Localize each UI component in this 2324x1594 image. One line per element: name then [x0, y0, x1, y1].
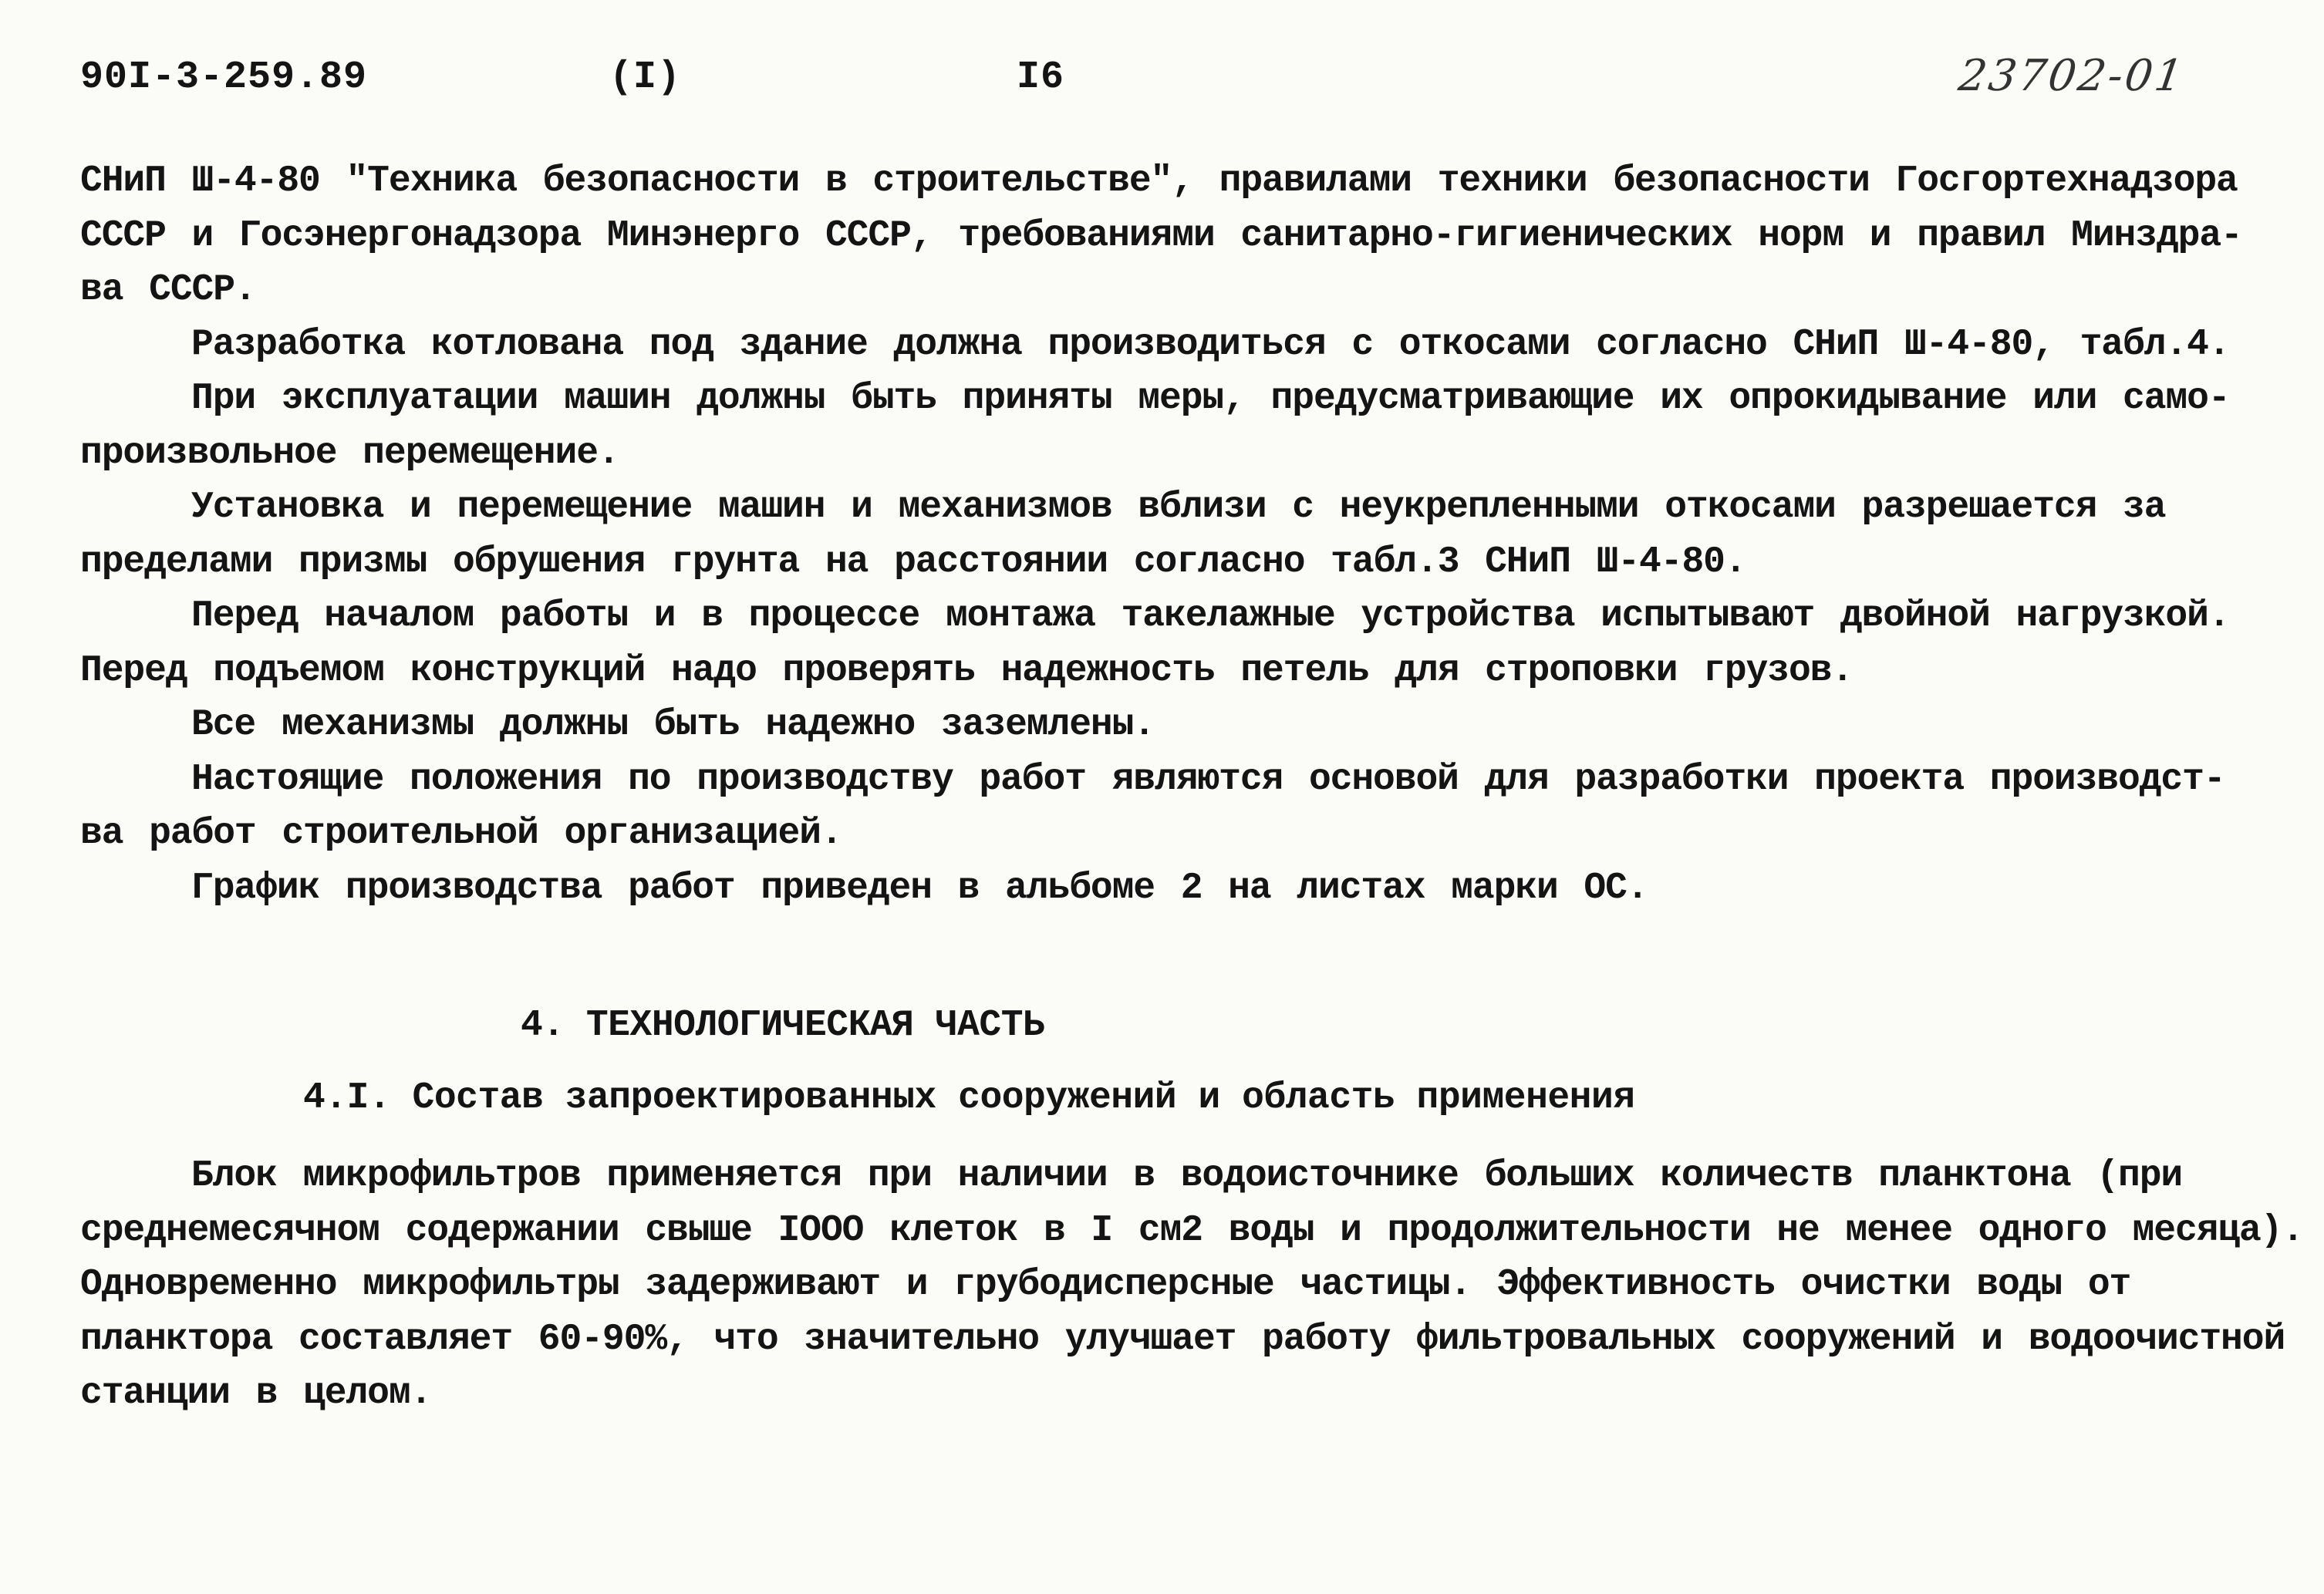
text-line: пределами призмы обрушения грунта на расстоянии согласно табл.3 СНиП Ш-4-80. [80, 541, 1746, 583]
text-line: планктора составляет 60-90%, что значительно улучшает работу фильтровальных сооружений и водоочистной [80, 1318, 2285, 1360]
text-line: Блок микрофильтров применяется при наличии в водоисточнике больших количеств планктона (при [191, 1155, 2183, 1197]
text-line: Перед подъемом конструкций надо проверять надежность петель для строповки грузов. [80, 649, 1853, 692]
handwritten-stamp: 23702-01 [1955, 51, 2188, 101]
text-line: среднемесячном содержании свыше IOOO клеток в I см2 воды и продолжительности не менее одного месяца). [80, 1209, 2304, 1252]
section-title: 4. ТЕХНОЛОГИЧЕСКАЯ ЧАСТЬ [521, 1005, 1045, 1046]
text-line: Одновременно микрофильтры задерживают и грубодисперсные частицы. Эффективность очистки воды от [80, 1264, 2131, 1306]
text-line: станции в целом. [80, 1373, 432, 1414]
text-line: График производства работ приведен в альбоме 2 на листах марки ОС. [191, 867, 1648, 909]
subsection-title: 4.I. Состав запроектированных сооружений и область применения [303, 1077, 1635, 1119]
text-line: СССР и Госэнергонадзора Минэнерго СССР, требованиями санитарно-гигиенических норм и правил Минздра- [80, 214, 2242, 257]
text-line: Установка и перемещение машин и механизмов вблизи с неукрепленными откосами разрешается за [191, 487, 2166, 528]
text-line: Разработка котлована под здание должна производиться с откосами согласно СНиП Ш-4-80, табл.4. [191, 323, 2230, 366]
text-line: ва работ строительной организацией. [80, 813, 842, 854]
part-number: (I) [609, 56, 682, 99]
text-line: ва СССР. [80, 269, 256, 311]
document-code: 90I-3-259.89 [80, 56, 368, 99]
technology-text-block [80, 1149, 2302, 1421]
text-line: Все механизмы должны быть надежно заземлены. [191, 704, 1155, 746]
text-line: СНиП Ш-4-80 "Техника безопасности в строительстве", правилами техники безопасности Госгортехнадзора [80, 160, 2238, 202]
text-line: Настоящие положения по производству работ являются основой для разработки проекта производст- [191, 758, 2225, 800]
text-line: Перед началом работы и в процессе монтажа такелажные устройства испытывают двойной нагрузкой. [191, 595, 2230, 637]
safety-text-block [80, 154, 2302, 915]
text-line: При эксплуатации машин должны быть приняты меры, предусматривающие их опрокидывание или само- [191, 378, 2230, 420]
text-line: произвольное перемещение. [80, 432, 619, 474]
page-number: I6 [1017, 56, 1065, 99]
